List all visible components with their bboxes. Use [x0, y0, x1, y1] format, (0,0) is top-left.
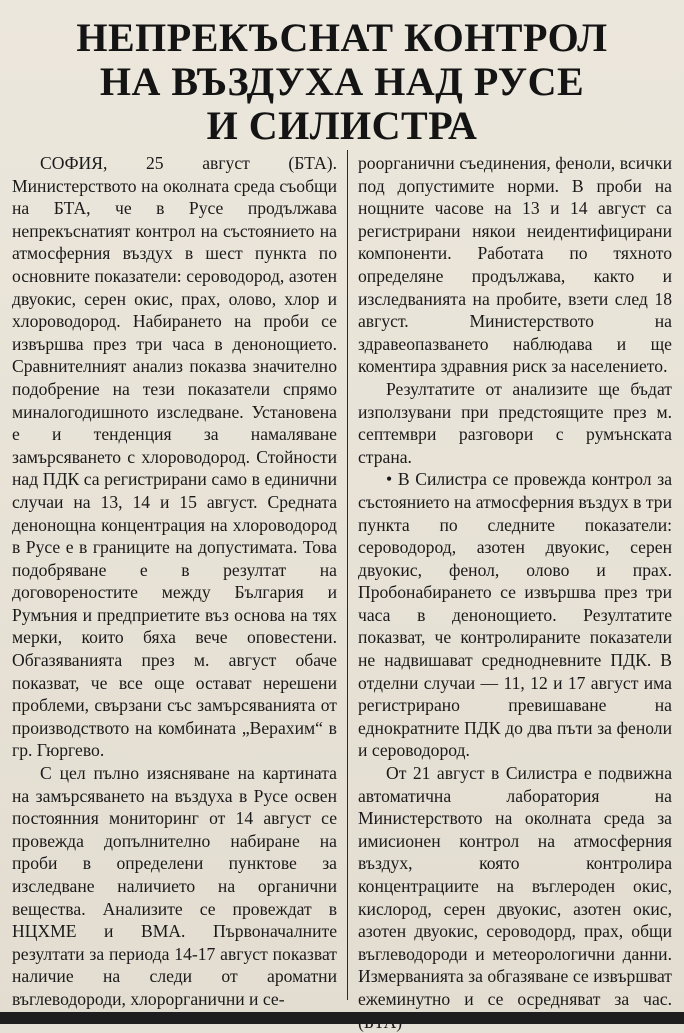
headline-line-2: НА ВЪЗДУХА НАД РУСЕ	[99, 59, 585, 104]
paragraph-ruse-monitoring: СОФИЯ, 25 август (БТА). Министерството на околната среда съобщи на БТА, че в Русе продължава непрекъснатият контрол на състоянието на атмосферния въздух в шест пункта по основните показатели: сероводород, азотен двуокис, серен окис, прах, олово, хлор и хлороводород. Набирането на проби се извършва през три часа в денонощието. Сравнителният анализ показва значително подобрение на тези показатели спрямо миналогодишното изследване. Установена е и тенденция за намаляване замърсяването с хлороводород. Стойности над ПДК са регистрирани само в единични случаи на 13, 14 и 15 август. Средната денонощна концентрация на хлороводород в Русе е в границите на допустимата. Това подобряване е в резултат на договореностите между България и Румъния и предприетите въз основа на тях мерки, които бяха вече оповестени. Обгазяванията през м. август обаче показват, че все още остават нерешени проблеми, свързани със замърсяванията от производството на комбината „Верахим“ в гр. Гюргево.	[12, 153, 337, 761]
paragraph-romanian-talks: Резултатите от анализите ще бъдат използувани при предстоящите през м. септември разговори с румънската страна.	[358, 378, 672, 467]
article-headline	[20, 16, 664, 148]
article-left-column	[12, 152, 337, 1011]
headline-line-3: И СИЛИСТРА	[206, 103, 478, 148]
article-right-column	[358, 152, 672, 1033]
column-divider	[347, 150, 348, 1000]
paragraph-continued-results: роорганични съединения, феноли, всички под допустимите норми. В проби на нощните часове на 13 и 14 август са регистрирани някои неидентифицирани компоненти. Работата по тяхното определяне продължава, както и изследванията на пробите, взети след 18 август. Министерството на здравеопазването наблюдава и ще коментира здравния риск за населението.	[358, 153, 672, 377]
bottom-border-bar	[0, 1012, 684, 1024]
paragraph-silistra-control: • В Силистра се провежда контрол за състоянието на атмосферния въздух в три пункта по следните показатели: сероводород, азотен двуокис, серен двуокис, фенол, олово и прах. Пробонабирането се извършва през три часа в денонощието. Резултатите показват, че контролираните показатели не надвишават средноднeвните ПДК. В отделни случаи — 11, 12 и 17 август има регистрирано превишаване на еднократните ПДК до два пъти за феноли и сероводород.	[358, 469, 672, 761]
paragraph-silistra-mobile-lab: От 21 август в Силистра е подвижна автоматична лаборатория на Министерството на околната среда за имисионен контрол на атмосферния въздух, която контролира концентрациите на въглероден окис, кислород, серен двуокис, азотен окис, азотен двуокис, сероводорд, прах, общи въглеводороди и метеорологични данни. Измерванията за обгазяване се извършват ежеминутно и се осредняват за час.	[358, 763, 672, 1009]
paragraph-ruse-organic-sampling: С цел пълно изясняване на картината на замърсяването на въздуха в Русе освен постоянния мониторинг от 14 август се провежда допълнително набиране на проби в определени пунктове за изследване наличието на органични вещества. Анализите се провеждат в НЦХМЕ и ВМА. Първоначалните резултати за периода 14-17 август показват наличие на следи от ароматни въглеводороди, хлорорганични и се-	[12, 763, 337, 1009]
headline-line-1: НЕПРЕКЪСНАТ КОНТРОЛ	[76, 15, 608, 60]
